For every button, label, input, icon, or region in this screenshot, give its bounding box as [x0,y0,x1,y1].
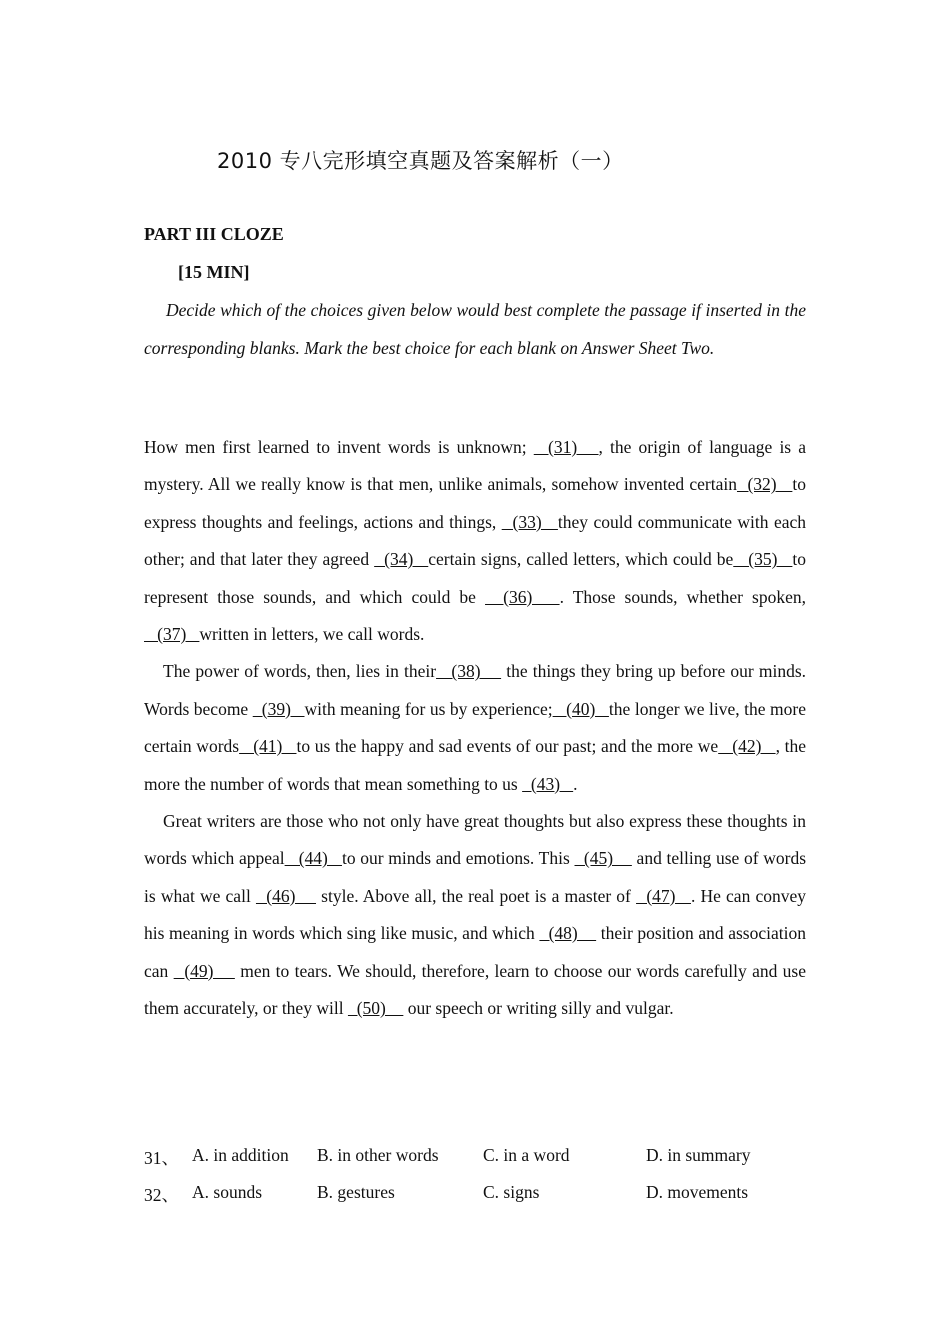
text: , the more the number of words that mean something to us [144,736,807,794]
paragraph-2 [144,653,806,803]
blank-45: (45) [574,848,632,869]
text: . Those sounds, whether spoken, [559,586,806,607]
cloze-passage [144,429,806,1028]
option-b: B. in other words [317,1145,439,1165]
option-c: C. in a word [483,1145,570,1165]
paragraph-3 [144,803,806,1027]
text: to represent those sounds, and which could be [144,549,807,607]
blank-42: (42) [718,736,776,757]
text: The power of words, then, lies in their [163,661,437,682]
section-heading: PART III CLOZE [144,224,284,244]
text: . He can convey his meaning in words which sing like music, and which [144,885,807,944]
text: men to tears. We should, therefore, learn to choose our words carefully and use them accurately, or they will [144,960,806,1019]
text: they could communicate with each other; and that later they agreed [144,511,806,570]
text: How men first learned to invent words is unknown; [144,437,534,457]
blank-39: (39) [252,698,305,719]
blank-47: (47) [636,885,691,906]
option-c: C. signs [483,1182,540,1202]
blank-38: (38) [436,661,502,682]
choice-row-31 [144,1145,844,1182]
text: and telling use of words is what we call [144,848,807,906]
text: written in letters, we call words. [199,624,425,645]
page-title: 2010 专八完形填空真题及答案解析（一） [217,149,624,173]
blank-50: (50) [347,998,404,1019]
text: . [573,773,578,794]
blank-36: (36) [485,586,560,607]
question-number: 31、 [144,1148,179,1168]
text: the things they bring up before our minds. Words become [144,661,807,719]
blank-46: (46) [255,885,317,906]
blank-49: (49) [173,960,235,981]
blank-34: (34) [374,549,429,570]
time-limit: [15 MIN] [178,262,250,282]
option-d: D. movements [646,1182,749,1202]
blank-31: (31) [533,437,599,457]
blank-40: (40) [552,698,609,719]
blank-33: (33) [501,511,558,532]
blank-43: (43) [522,773,574,794]
text: to our minds and emotions. This [341,848,575,869]
blank-44: (44) [284,848,342,869]
text: to us the happy and sad events of our past; and the more we [296,736,719,757]
text: to express thoughts and feelings, actions and things, [144,474,806,532]
text: the longer we live, the more certain words [144,698,806,757]
text: our speech or writing silly and vulgar. [403,998,674,1019]
blank-37: (37) [144,624,200,645]
blank-48: (48) [539,923,597,944]
text: Great writers are those who not only have great thoughts but also express these thoughts in words which appeal [144,811,806,869]
text: style. Above all, the real poet is a master of [316,885,637,906]
option-a: A. sounds [192,1182,263,1202]
text: their position and association can [144,923,806,981]
choice-row-32 [144,1182,844,1219]
text: , the origin of language is a mystery. All we really know is that men, unlike animals, somehow invented certain [144,437,807,495]
option-b: B. gestures [317,1182,395,1202]
paragraph-1 [144,429,806,653]
question-number: 32、 [144,1185,179,1205]
text: certain signs, called letters, which could be [428,549,734,570]
blank-35: (35) [733,549,793,570]
instructions: Decide which of the choices given below would best complete the passage if inserted in the corresponding blanks. Mark the best choice for each blank on Answer Sheet Two. [144,300,806,358]
answer-choices [144,1145,844,1219]
text: with meaning for us by experience; [304,698,553,719]
option-a: A. in addition [192,1145,289,1165]
blank-32: (32) [736,474,793,495]
option-d: D. in summary [646,1145,751,1165]
blank-41: (41) [239,736,297,757]
